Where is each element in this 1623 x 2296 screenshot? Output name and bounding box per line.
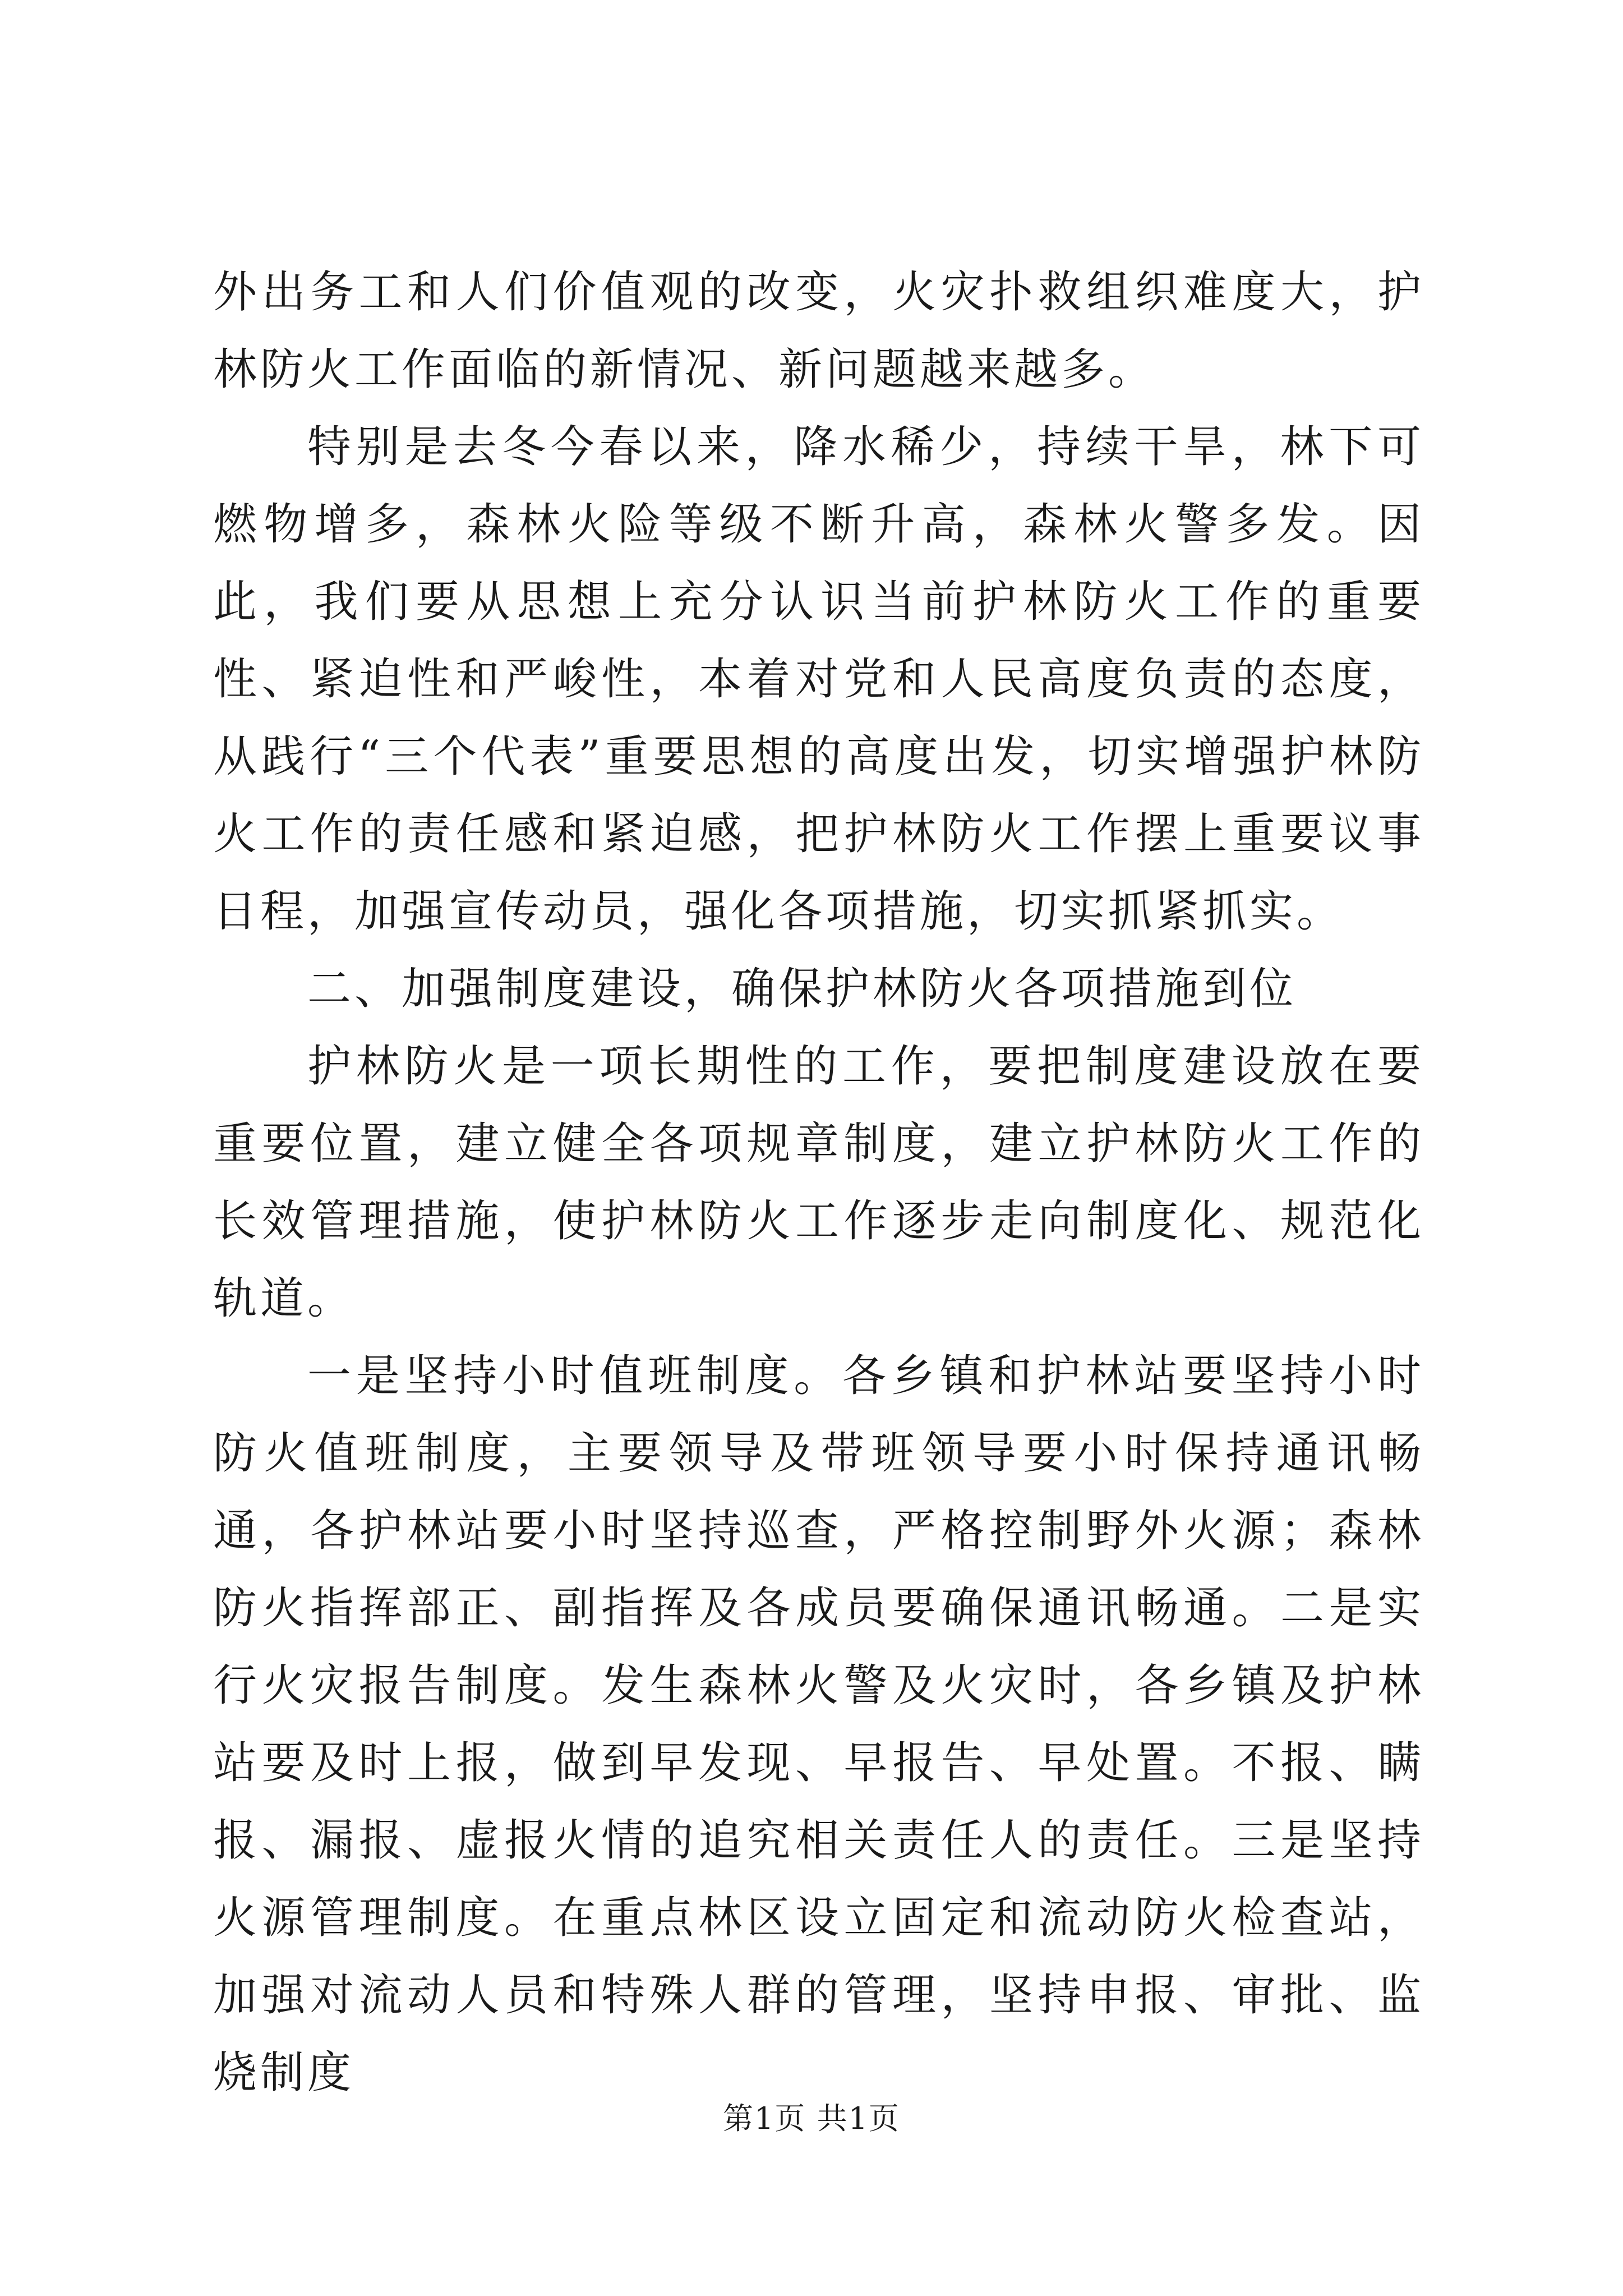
document-body: [213, 254, 1424, 2111]
paragraph-continuation: 外出务工和人们价值观的改变，火灾扑救组织难度大，护林防火工作面临的新情况、新问题越来越多。: [213, 267, 1424, 395]
section-heading: 二、加强制度建设，确保护林防火各项措施到位: [307, 964, 1297, 1014]
page-footer: 第1页 共1页: [723, 2101, 900, 2136]
paragraph-situation: 特别是去冬今春以来，降水稀少，持续干旱，林下可燃物增多，森林火险等级不断升高，森林火警多发。因此，我们要从思想上充分认识当前护林防火工作的重要性、紧迫性和严峻性，本着对党和人民高度负责的态度，从践行“三个代表”重要思想的高度出发，切实增强护林防火工作的责任感和紧迫感，把护林防火工作摆上重要议事日程，加强宣传动员，强化各项措施，切实抓紧抓实。: [213, 422, 1424, 937]
paragraph-system-building: 护林防火是一项长期性的工作，要把制度建设放在要重要位置，建立健全各项规章制度，建立护林防火工作的长效管理措施，使护林防火工作逐步走向制度化、规范化轨道。: [213, 1041, 1424, 1324]
paragraph-measures: 一是坚持小时值班制度。各乡镇和护林站要坚持小时防火值班制度，主要领导及带班领导要小时保持通讯畅通，各护林站要小时坚持巡查，严格控制野外火源；森林防火指挥部正、副指挥及各成员要确保通讯畅通。二是实行火灾报告制度。发生森林火警及火灾时，各乡镇及护林站要及时上报，做到早发现、早报告、早处置。不报、瞒报、漏报、虚报火情的追究相关责任人的责任。三是坚持火源管理制度。在重点林区设立固定和流动防火检查站，加强对流动人员和特殊人群的管理，坚持申报、审批、监烧制度: [213, 1351, 1424, 2098]
